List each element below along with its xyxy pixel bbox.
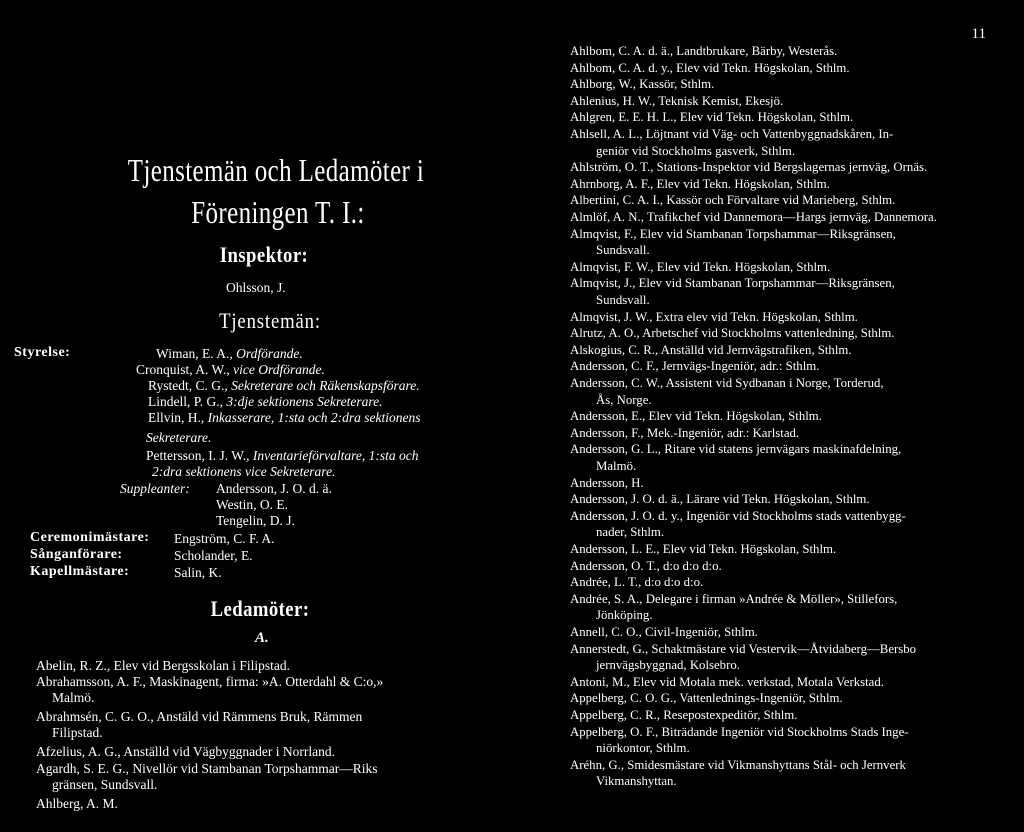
page-title-line-1: Tjenstemän och Ledamöter i: [127, 152, 425, 188]
member-entry: Andersson, J. O. d. y., Ingeniör vid Stockholms stads vattenbygg-: [570, 508, 906, 523]
member-entry: Alskogius, C. R., Anställd vid Jernvägstrafiken, Sthlm.: [570, 342, 852, 357]
member-entry: Ahlbom, C. A. d. ä., Landtbrukare, Bärby, Westerås.: [570, 44, 838, 58]
suppleanter-label: Suppleanter:: [120, 481, 190, 496]
member-entry: Abrahamsson, A. F., Maskinagent, firma: »A. Otterdahl & C:o,»: [36, 674, 384, 689]
member-entry: Aréhn, G., Smidesmästare vid Vikmanshyttans Stål- och Jernverk: [570, 757, 906, 772]
member-entry: Abelin, R. Z., Elev vid Bergsskolan i Filipstad.: [36, 658, 290, 673]
member-entry: Antoni, M., Elev vid Motala mek. verkstad, Motala Verkstad.: [570, 674, 884, 689]
member-entry: Appelberg, C. R., Resepostexpeditör, Sthlm.: [570, 708, 798, 722]
styrelse-member: Pettersson, I. J. W., Inventarieförvaltare, 1:sta och: [146, 448, 419, 463]
sånganförare-name: Scholander, E.: [174, 548, 253, 563]
member-entry: Andrée, S. A., Delegare i firman »Andrée & Möller», Stillefors,: [570, 591, 898, 606]
ceremonimästare-label: Ceremonimästare:: [30, 530, 150, 545]
inspektor-heading: Inspektor:: [219, 242, 309, 267]
member-entry: Andersson, J. O. d. ä., Lärare vid Tekn. Högskolan, Sthlm.: [570, 492, 870, 507]
styrelse-member: Wiman, E. A., Ordförande.: [156, 346, 303, 361]
styrelse-member: Ellvin, H., Inkasserare, 1:sta och 2:dra sektionens: [148, 410, 421, 425]
member-entry: Andersson, O. T., d:o d:o d:o.: [570, 558, 722, 573]
member-entry: Sundsvall.: [596, 243, 650, 258]
member-entry: Ahlberg, A. M.: [36, 796, 118, 811]
member-entry: Andersson, E., Elev vid Tekn. Högskolan, Sthlm.: [570, 409, 822, 424]
suppleant: Andersson, J. O. d. ä.: [216, 481, 332, 496]
member-entry: Ahlenius, H. W., Teknisk Kemist, Ekesjö.: [570, 93, 784, 108]
section-letter: A.: [255, 630, 269, 646]
member-entry: Annell, C. O., Civil-Ingeniör, Sthlm.: [570, 625, 758, 639]
member-entry: Filipstad.: [52, 725, 103, 740]
member-entry: Malmö.: [52, 690, 95, 705]
styrelse-member: Lindell, P. G., 3:dje sektionens Sekreterare.: [148, 394, 383, 409]
member-entry: Albertini, C. A. I., Kassör och Förvaltare vid Marieberg, Sthlm.: [570, 193, 896, 208]
page-number: 11: [971, 26, 986, 42]
member-entry: Almqvist, F., Elev vid Stambanan Torpshammar—Riksgränsen,: [570, 226, 896, 241]
kapellmästare-label: Kapellmästare:: [30, 564, 130, 579]
styrelse-label: Styrelse:: [14, 345, 71, 360]
member-entry: Ås, Norge.: [596, 392, 652, 407]
member-entry: Ahlsell, A. L., Löjtnant vid Väg- och Vattenbyggnadskåren, In-: [570, 127, 894, 141]
member-entry: Ahlbom, C. A. d. y., Elev vid Tekn. Högskolan, Sthlm.: [570, 60, 850, 75]
member-entry: geniör vid Stockholms gasverk, Sthlm.: [596, 143, 796, 158]
member-entry: nader, Sthlm.: [596, 525, 665, 540]
member-entry: Almqvist, F. W., Elev vid Tekn. Högskolan, Sthlm.: [570, 259, 831, 274]
member-entry: Andersson, G. L., Ritare vid statens jernvägars maskinafdelning,: [570, 442, 902, 457]
sånganförare-label: Sånganförare:: [30, 547, 123, 562]
styrelse-member: 2:dra sektionens vice Sekreterare.: [152, 464, 336, 479]
ceremonimästare-name: Engström, C. F. A.: [174, 531, 275, 546]
member-entry: niörkontor, Sthlm.: [596, 741, 690, 756]
member-entry: Jönköping.: [596, 608, 653, 623]
member-entry: Annerstedt, G., Schaktmästare vid Vestervik—Åtvidaberg—Bersbo: [570, 641, 917, 656]
member-entry: Afzelius, A. G., Anställd vid Vägbyggnader i Norrland.: [36, 744, 335, 759]
styrelse-member: Sekreterare.: [146, 430, 212, 445]
member-entry: Ahlgren, E. E. H. L., Elev vid Tekn. Högskolan, Sthlm.: [570, 110, 854, 125]
member-entry: Agardh, S. E. G., Nivellör vid Stambanan Torpshammar—Riks: [36, 761, 378, 776]
member-entry: Andersson, H.: [570, 475, 644, 490]
member-entry: Ahlström, O. T., Stations-Inspektor vid Bergslagernas jernväg, Ornäs.: [570, 160, 928, 175]
ledamöter-heading: Ledamöter:: [210, 596, 310, 621]
member-entry: Almlöf, A. N., Trafikchef vid Dannemora—Hargs jernväg, Dannemora.: [570, 210, 937, 224]
kapellmästare-name: Salin, K.: [174, 565, 222, 580]
member-entry: Sundsvall.: [596, 293, 650, 307]
member-entry: Ahrnborg, A. F., Elev vid Tekn. Högskolan, Sthlm.: [570, 176, 830, 191]
member-entry: Almqvist, J., Elev vid Stambanan Torpshammar—Riksgränsen,: [570, 276, 895, 291]
right-page: [512, 0, 1024, 832]
tjenstemän-heading: Tjenstemän:: [219, 308, 321, 333]
member-entry: gränsen, Sundsvall.: [52, 777, 158, 792]
inspektor-name: Ohlsson, J.: [226, 280, 286, 295]
member-entry: Almqvist, J. W., Extra elev vid Tekn. Högskolan, Sthlm.: [570, 309, 858, 324]
member-entry: Andrée, L. T., d:o d:o d:o.: [570, 575, 704, 590]
member-entry: Alrutz, A. O., Arbetschef vid Stockholms vattenledning, Sthlm.: [570, 326, 895, 341]
member-entry: Andersson, C. F., Jernvägs-Ingeniör, adr.: Sthlm.: [570, 359, 820, 374]
member-entry: Andersson, L. E., Elev vid Tekn. Högskolan, Sthlm.: [570, 542, 837, 556]
member-entry: Abrahmsén, C. G. O., Anstäld vid Rämmens Bruk, Rämmen: [36, 709, 363, 724]
member-entry: Appelberg, C. O. G., Vattenlednings-Ingeniör, Sthlm.: [570, 691, 843, 706]
page-title-line-2: Föreningen T. I.:: [191, 194, 365, 230]
suppleant: Westin, O. E.: [216, 497, 289, 512]
styrelse-member: Cronquist, A. W., vice Ordförande.: [136, 362, 325, 377]
suppleant: Tengelin, D. J.: [216, 513, 295, 528]
styrelse-member: Rystedt, C. G., Sekreterare och Räkenskapsförare.: [148, 378, 420, 393]
member-entry: Ahlborg, W., Kassör, Sthlm.: [570, 77, 715, 92]
member-entry: Andersson, F., Mek.-Ingeniör, adr.: Karlstad.: [570, 425, 800, 440]
member-entry: Andersson, C. W., Assistent vid Sydbanan i Norge, Torderud,: [570, 376, 884, 390]
member-entry: Vikmanshyttan.: [596, 774, 677, 789]
member-entry: Malmö.: [596, 459, 637, 473]
member-entry: jernvägsbyggnad, Kolsebro.: [596, 658, 740, 673]
member-entry: Appelberg, O. F., Biträdande Ingeniör vid Stockholms Stads Inge-: [570, 724, 909, 739]
